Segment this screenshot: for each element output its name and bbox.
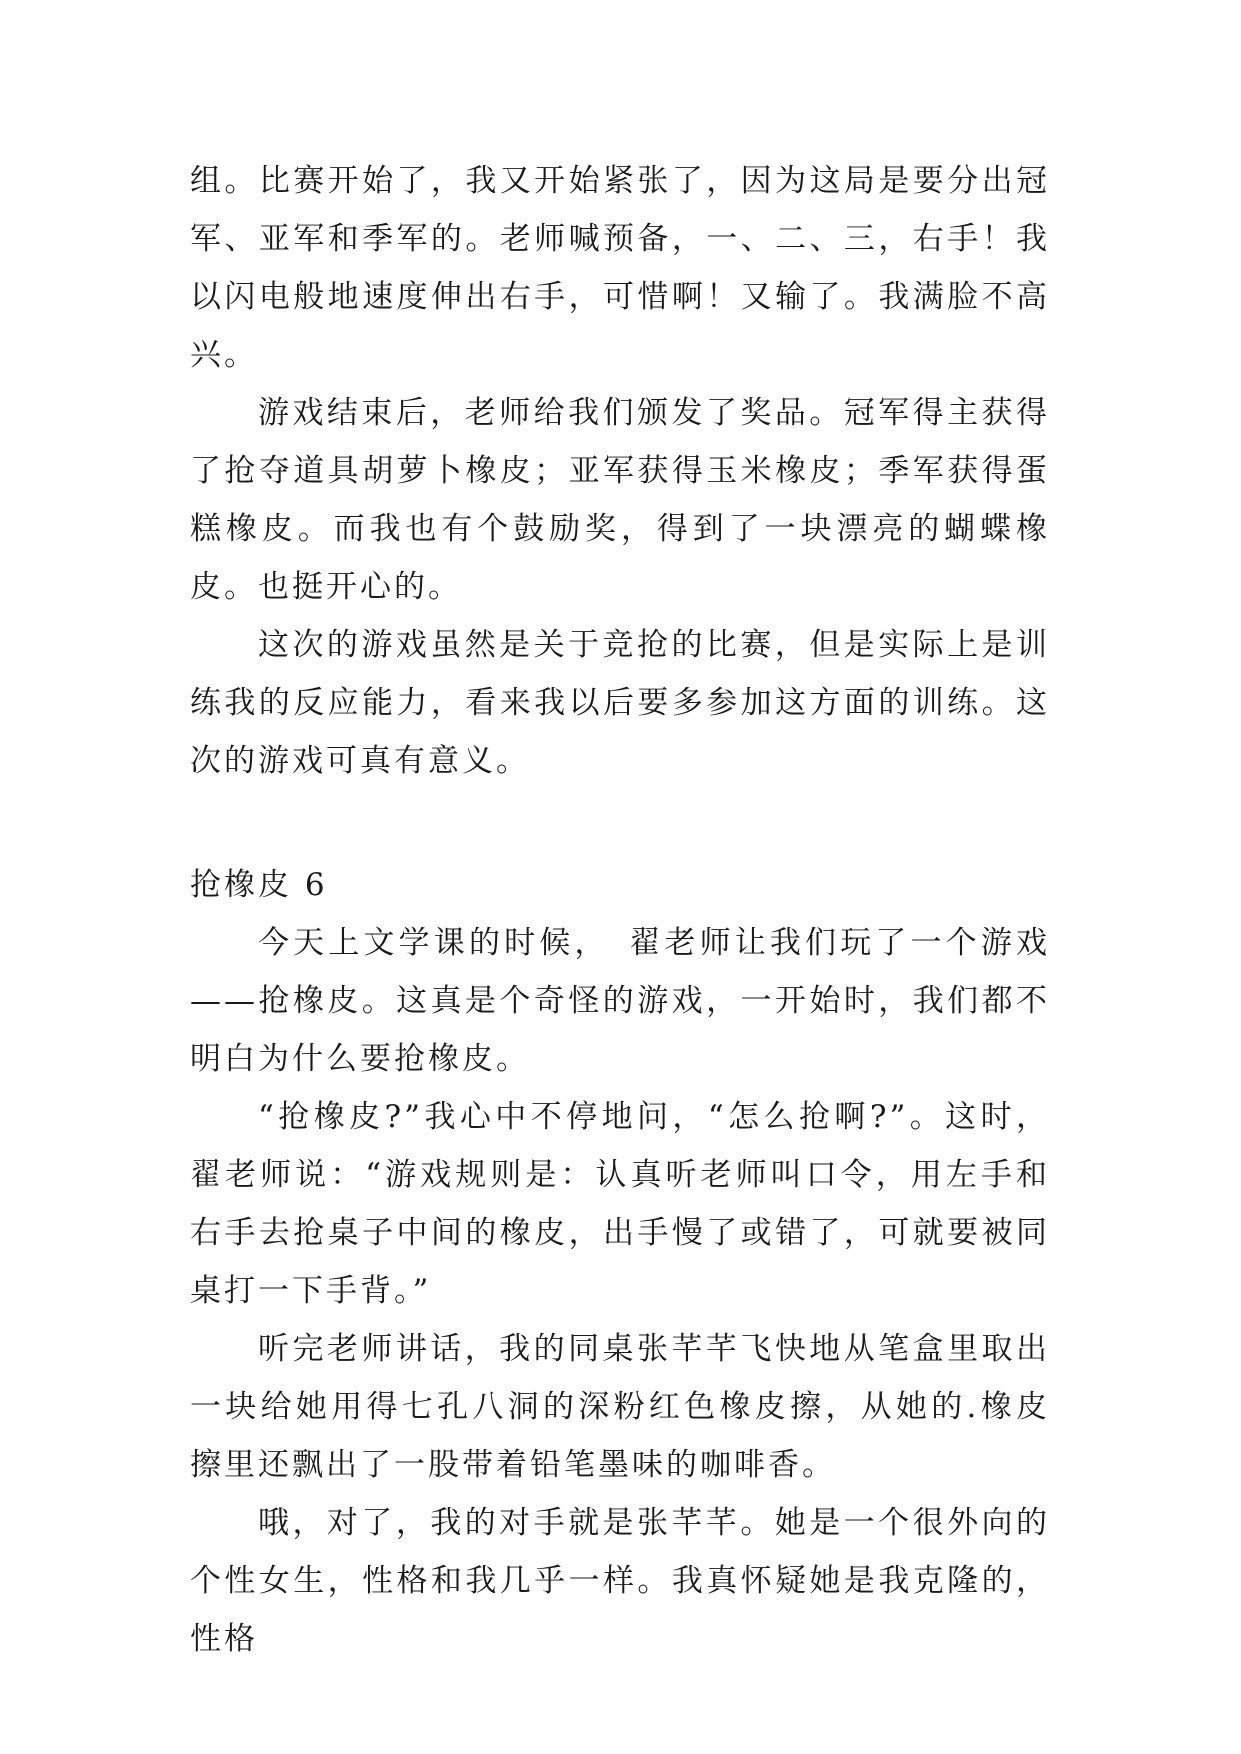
section-title: 抢橡皮 6: [190, 867, 328, 903]
document-page: [190, 152, 1050, 1668]
paragraph-rules: “抢橡皮?”我心中不停地问，“怎么抢啊?”。这时，翟老师说：“游戏规则是：认真听老师叫口令，用左手和右手去抢桌子中间的橡皮，出手慢了或错了，可就要被同桌打一下手背。”: [190, 1099, 1050, 1309]
paragraph-prizes: 游戏结束后，老师给我们颁发了奖品。冠军得主获得了抢夺道具胡萝卜橡皮；亚军获得玉米橡皮；季军获得蛋糕橡皮。而我也有个鼓励奖，得到了一块漂亮的蝴蝶橡皮。也挺开心的。: [190, 395, 1050, 605]
paragraph-eraser: 听完老师讲话，我的同桌张芊芊飞快地从笔盒里取出一块给她用得七孔八洞的深粉红色橡皮擦，从她的.橡皮擦里还飘出了一股带着铅笔墨味的咖啡香。: [190, 1331, 1050, 1483]
paragraph-conclusion: 这次的游戏虽然是关于竞抢的比赛，但是实际上是训练我的反应能力，看来我以后要多参加这方面的训练。这次的游戏可真有意义。: [190, 627, 1050, 779]
paragraph-continuation: 组。比赛开始了，我又开始紧张了，因为这局是要分出冠军、亚军和季军的。老师喊预备，一、二、三，右手！我以闪电般地速度伸出右手，可惜啊！又输了。我满脸不高兴。: [190, 163, 1050, 373]
paragraph-intro: 今天上文学课的时候， 翟老师让我们玩了一个游戏——抢橡皮。这真是个奇怪的游戏，一开始时，我们都不明白为什么要抢橡皮。: [190, 925, 1050, 1077]
paragraph-opponent: 哦，对了，我的对手就是张芊芊。她是一个很外向的个性女生，性格和我几乎一样。我真怀疑她是我克隆的，性格: [190, 1505, 1050, 1657]
